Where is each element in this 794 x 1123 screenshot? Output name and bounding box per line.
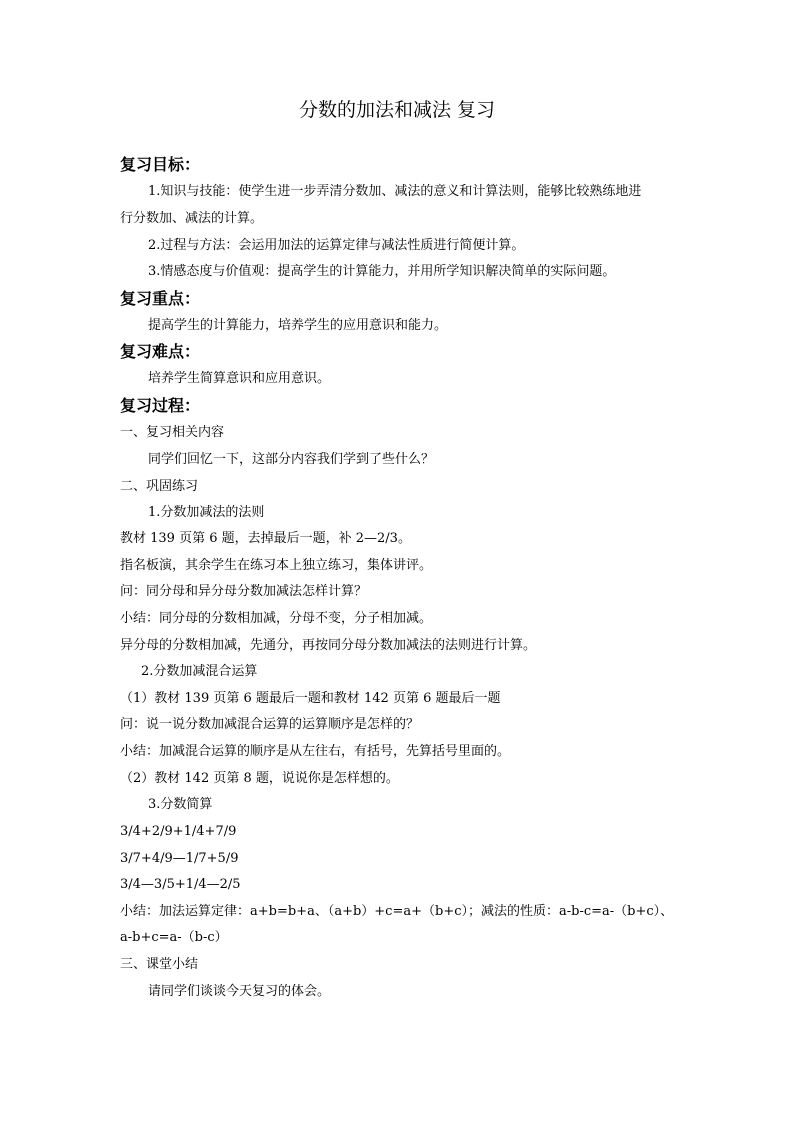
subsection-1-line-2: 指名板演，其余学生在练习本上独立练习，集体讲评。 [120, 558, 433, 573]
subsection-2-line-2: 问：说一说分数加减混合运算的运算顺序是怎样的？ [120, 717, 420, 732]
objectives-heading: 复习目标： [120, 155, 201, 174]
section-3-heading: 三、课堂小结 [120, 957, 199, 972]
subsection-2-heading: 2.分数加减混合运算 [141, 664, 258, 679]
objective-1-line-1: 1.知识与技能：使学生进一步弄清分数加、减法的意义和计算法则，能够比较熟练地进 [148, 184, 642, 199]
expression-3: 3/4—3/5+1/4—2/5 [120, 877, 241, 892]
subsection-3-heading: 3.分数简算 [148, 797, 213, 812]
subsection-2-line-1: （1）教材 139 页第 6 题最后一题和教材 142 页第 6 题最后一题 [120, 691, 501, 706]
objective-2: 2.过程与方法：会运用加法的运算定律与减法性质进行简便计算。 [148, 238, 525, 253]
subsection-2-line-4: （2）教材 142 页第 8 题，说说你是怎样想的。 [120, 771, 399, 786]
objective-3: 3.情感态度与价值观：提高学生的计算能力，并用所学知识解决简单的实际问题。 [148, 264, 616, 279]
process-heading: 复习过程： [120, 396, 201, 415]
expression-1: 3/4+2/9+1/4+7/9 [120, 824, 237, 839]
subsection-2-line-3: 小结：加减混合运算的顺序是从左往右，有括号，先算括号里面的。 [120, 744, 511, 759]
subsection-1-line-5: 异分母的分数相加减，先通分，再按同分母分数加减法的法则进行计算。 [120, 638, 537, 653]
difficulties-heading: 复习难点： [120, 342, 201, 361]
subsection-1-heading: 1.分数加减法的法则 [148, 505, 265, 520]
page-title: 分数的加法和减法 复习 [298, 99, 496, 121]
expression-2: 3/7+4/9—1/7+5/9 [120, 851, 239, 866]
summary-line-2: a-b+c=a-（b-c） [120, 930, 228, 945]
subsection-1-line-3: 问：同分母和异分母分数加减法怎样计算？ [120, 584, 368, 599]
summary-line-1: 小结：加法运算定律：a+b=b+a、（a+b）+c=a+（b+c）；减法的性质：a-b-c=a-（b+c）、 [120, 904, 674, 919]
key-points-text: 提高学生的计算能力，培养学生的应用意识和能力。 [148, 318, 448, 333]
section-1-heading: 一、复习相关内容 [120, 425, 225, 440]
section-3-text: 请同学们谈谈今天复习的体会。 [148, 984, 331, 999]
section-1-text: 同学们回忆一下，这部分内容我们学到了些什么？ [148, 452, 435, 467]
subsection-1-line-4: 小结：同分母的分数相加减，分母不变，分子相加减。 [120, 611, 433, 626]
section-2-heading: 二、巩固练习 [120, 479, 199, 494]
difficulties-text: 培养学生简算意识和应用意识。 [148, 371, 331, 386]
subsection-1-line-1: 教材 139 页第 6 题，去掉最后一题，补 2—2/3。 [120, 531, 411, 546]
objective-1-line-2: 行分数加、减法的计算。 [120, 211, 264, 226]
key-points-heading: 复习重点： [120, 289, 201, 308]
